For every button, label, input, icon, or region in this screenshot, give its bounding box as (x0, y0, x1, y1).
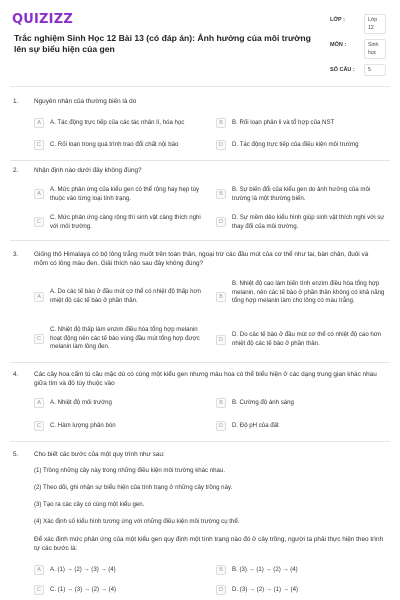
option-letter-box: B (216, 118, 226, 128)
option-letter-box: D (216, 140, 226, 150)
option-letter-box: D (216, 421, 226, 431)
option-text: D. Độ pH của đất (232, 422, 279, 429)
question-divider (10, 362, 390, 363)
question-text: Giống thỏ Himalaya có bộ lông trắng muốt trên toàn thân, ngoại trừ các đầu mút của cơ thể như tai, bàn chân, đuôi và mõm có lông màu đen. Giải thích nào sau đây không đúng? (34, 251, 369, 268)
question-divider (10, 160, 390, 161)
option-letter-box: A (34, 189, 44, 199)
header-divider (10, 86, 390, 87)
question-text: Cho biết các bước của một quy trình như sau: (34, 451, 165, 458)
answer-option[interactable] (216, 118, 386, 130)
question-text: Nhận định nào dưới đây không đúng? (34, 167, 142, 174)
question-number: 2. (13, 167, 19, 174)
question-number: 5. (13, 451, 19, 458)
option-letter-box: A (34, 118, 44, 128)
class-value: Lớp 12 (364, 14, 386, 34)
answer-option[interactable] (34, 585, 209, 597)
option-text: A. Mức phản ứng của kiểu gen có thể rộng hay hẹp tùy thuộc vào từng loại tính trạng. (50, 186, 200, 202)
option-letter-box: A (34, 565, 44, 575)
answer-option[interactable] (34, 118, 209, 130)
option-text: D. (3) → (2) → (1) → (4) (232, 586, 299, 593)
option-text: B. Nhiệt độ cao làm biến tính enzim điều hòa tổng hợp melanin, nên các tế bào ở phần thân không có khả năng tổng hợp melanin làm cho lông có màu trắng. (232, 280, 385, 305)
option-text: D. Do các tế bào ở đầu mút cơ thể có nhiệt độ cao hơn nhiệt độ các tế bào ở phần thân. (232, 331, 382, 347)
option-text: B. Cường độ ánh sáng (232, 399, 294, 406)
option-text: C. Nhiệt độ thấp làm enzim điều hòa tổng hợp melanin hoạt động nên các tế bào vùng đầu mút tổng hợp được melanin làm lông đen. (50, 326, 200, 351)
option-letter-box: D (216, 585, 226, 595)
quizizz-logo: QUIZIZZ (12, 12, 73, 27)
subject-value: Sinh học (364, 39, 386, 59)
answer-option[interactable] (216, 185, 388, 205)
answer-option[interactable] (34, 287, 212, 309)
answer-option[interactable] (216, 330, 388, 352)
option-letter-box: C (34, 334, 44, 344)
option-letter-box: B (216, 398, 226, 408)
process-step: (1) Trồng những cây này trong những điều kiện môi trường khác nhau. (34, 467, 226, 474)
option-text: B. Sự biến đổi của kiểu gen do ảnh hưởng của môi trường là một thường biến. (232, 186, 371, 202)
option-letter-box: A (34, 292, 44, 302)
option-text: D. Tác động trực tiếp của điều kiện môi trường (232, 141, 359, 148)
worksheet-header (0, 0, 400, 84)
option-text: A. Do các tế bào ở đầu mút cơ thể có nhiệt độ thấp hơn nhiệt độ các tế bào ở phần thân. (50, 288, 201, 304)
answer-option[interactable] (216, 140, 386, 152)
answer-option[interactable] (216, 565, 386, 577)
class-label: LỚP : (330, 17, 345, 23)
option-text: D. Sự mềm dẻo kiểu hình giúp sinh vật thích nghi với sự thay đổi của môi trường. (232, 214, 385, 230)
option-text: A. Tác động trực tiếp của các tác nhân lí, hóa học (50, 119, 185, 126)
question-divider (10, 240, 390, 241)
question-number: 1. (13, 98, 19, 105)
option-letter-box: A (34, 398, 44, 408)
answer-option[interactable] (34, 421, 209, 433)
process-step: (3) Tạo ra các cây có cùng một kiểu gen. (34, 501, 145, 508)
answer-option[interactable] (216, 585, 386, 597)
question-number: 3. (13, 251, 19, 258)
option-letter-box: D (216, 217, 226, 227)
option-text: B. (3) → (1) → (2) → (4) (232, 566, 298, 573)
answer-option[interactable] (216, 398, 386, 410)
question-divider (10, 441, 390, 442)
process-step: (2) Theo dõi, ghi nhận sự biểu hiện của tính trạng ở những cây trồng này. (34, 484, 233, 491)
option-text: A. Nhiệt độ môi trường (50, 399, 112, 406)
worksheet-title: Trắc nghiệm Sinh Học 12 Bài 13 (có đáp án): Ảnh hưởng của môi trường lên sự biểu hiện của gen (14, 33, 311, 54)
question-text: Nguyên nhân của thường biến là do (34, 98, 137, 105)
answer-option[interactable] (34, 213, 212, 233)
answer-option[interactable] (34, 140, 209, 152)
question-number: 4. (13, 371, 19, 378)
question-count-label: SỐ CÂU : (330, 67, 355, 73)
option-letter-box: C (34, 140, 44, 150)
option-text: B. Rối loạn phân li và tổ hợp của NST (232, 119, 335, 126)
answer-option[interactable] (34, 565, 209, 577)
answer-option[interactable] (216, 279, 388, 317)
option-letter-box: B (216, 292, 226, 302)
answer-option[interactable] (34, 398, 209, 410)
answer-option[interactable] (34, 325, 212, 355)
subject-label: MÔN : (330, 42, 347, 48)
question-count-value: 5 (364, 64, 386, 76)
question-text: Các cây hoa cẩm tú cầu mặc dù có cùng một kiểu gen nhưng màu hoa có thể biểu hiện ở các dạng trung gian khác nhau giữa tím và đỏ tùy thuộc vào (34, 371, 377, 388)
option-text: C. (1) → (3) → (2) → (4) (50, 586, 117, 593)
option-letter-box: C (34, 217, 44, 227)
option-text: C. Mức phản ứng càng rộng thì sinh vật càng thích nghi với môi trường. (50, 214, 201, 230)
answer-option[interactable] (216, 213, 388, 233)
answer-option[interactable] (216, 421, 386, 433)
option-letter-box: B (216, 565, 226, 575)
process-step: (4) Xác định số kiểu hình tương ứng với những điều kiện môi trường cụ thể. (34, 518, 240, 525)
option-text: A. (1) → (2) → (3) → (4) (50, 566, 116, 573)
question-prompt: Để xác định mức phản ứng của một kiểu gen quy định một tính trạng nào đó ở cây trồng, người ta phải thực hiện theo trình tự các bước là: (34, 536, 384, 553)
option-letter-box: C (34, 585, 44, 595)
option-letter-box: C (34, 421, 44, 431)
option-letter-box: D (216, 335, 226, 345)
option-text: C. Hàm lượng phân bón (50, 422, 116, 429)
option-letter-box: B (216, 189, 226, 199)
answer-option[interactable] (34, 185, 212, 205)
option-text: C. Rối loạn trong quá trình trao đổi chất nội bào (50, 141, 179, 148)
